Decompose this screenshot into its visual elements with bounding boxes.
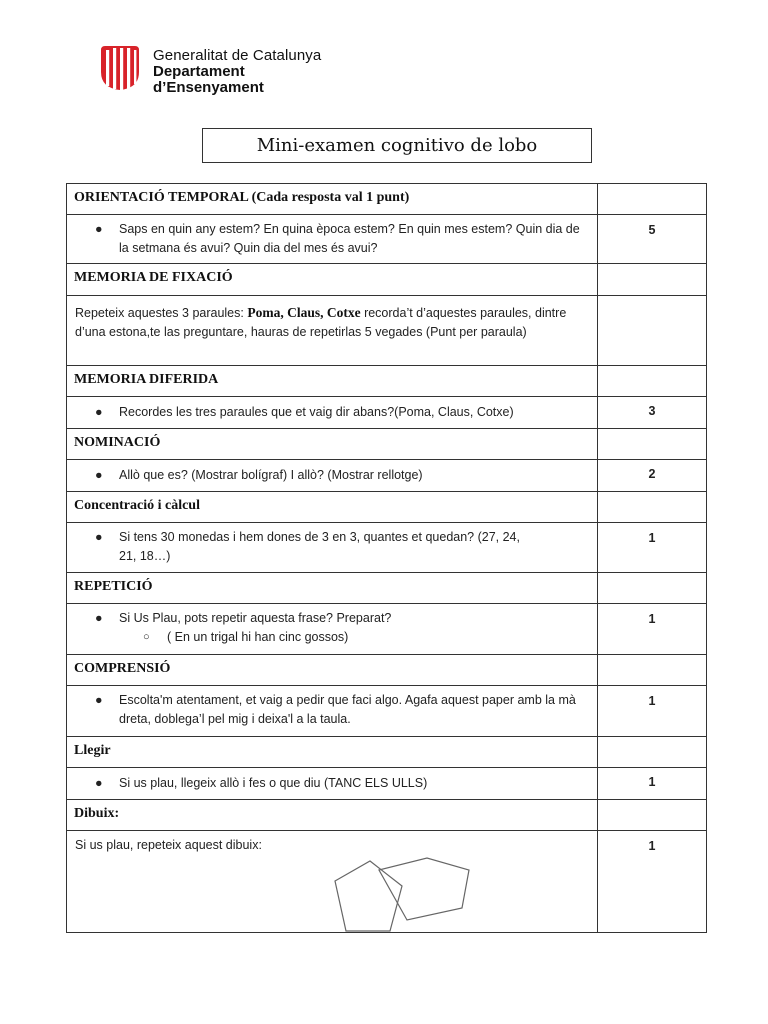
section-header-row xyxy=(67,429,707,460)
score-cell-empty xyxy=(598,737,707,768)
question-cell xyxy=(67,523,598,573)
generalitat-logo xyxy=(97,44,342,98)
section-heading-fixacio: MEMORIA DE FIXACIÓ xyxy=(74,270,233,285)
section-heading-cell xyxy=(67,737,598,768)
section-heading-comprensio: COMPRENSIÓ xyxy=(74,661,171,676)
question-item xyxy=(67,686,597,729)
bullet-icon: ● xyxy=(95,530,103,544)
question-row xyxy=(67,215,707,264)
section-header-row xyxy=(67,800,707,831)
catalan-flag-emblem-icon xyxy=(97,44,143,92)
section-header-row xyxy=(67,366,707,397)
question-row xyxy=(67,397,707,429)
score-value: 1 xyxy=(648,839,656,853)
section-heading-diferida: MEMORIA DIFERIDA xyxy=(74,372,219,387)
section-heading-cell xyxy=(67,184,598,215)
section-heading-cell xyxy=(67,573,598,604)
score-cell-empty xyxy=(598,800,707,831)
question-cell xyxy=(67,215,598,264)
logo-line-ensenyament: d’Ensenyament xyxy=(153,79,264,96)
question-text: Si tens 30 monedas i hem dones de 3 en 3, quantes et quedan? (27, 24, 21, 18…) xyxy=(119,530,520,563)
question-text: Si us plau, llegeix allò i fes o que diu (TANC ELS ULLS) xyxy=(119,776,428,790)
logo-text xyxy=(153,48,321,96)
question-cell xyxy=(67,686,598,737)
section-heading-cell xyxy=(67,655,598,686)
score-cell xyxy=(598,686,707,737)
score-cell xyxy=(598,460,707,492)
section-heading-cell xyxy=(67,429,598,460)
question-item xyxy=(67,768,597,793)
question-row xyxy=(67,296,707,366)
section-heading-cell xyxy=(67,366,598,397)
bullet-icon: ● xyxy=(95,405,103,419)
logo-line-department: Departament xyxy=(153,63,245,80)
section-heading-orientacio: ORIENTACIÓ TEMPORAL (Cada resposta val 1 punt) xyxy=(74,190,410,205)
section-heading-llegir: Llegir xyxy=(74,743,111,758)
question-item xyxy=(67,523,597,566)
score-cell-empty xyxy=(598,655,707,686)
interlocking-pentagons-drawing xyxy=(332,853,482,933)
question-item xyxy=(67,460,597,485)
score-cell xyxy=(598,768,707,800)
section-heading-cell xyxy=(67,492,598,523)
section-header-row xyxy=(67,184,707,215)
question-cell xyxy=(67,460,598,492)
score-value: 5 xyxy=(648,223,656,237)
score-cell-empty xyxy=(598,264,707,296)
question-row xyxy=(67,460,707,492)
phrase-to-repeat: ( En un trigal hi han cinc gossos) xyxy=(167,630,349,644)
question-row xyxy=(67,768,707,800)
section-header-row xyxy=(67,492,707,523)
score-value: 1 xyxy=(648,612,656,626)
score-value: 1 xyxy=(648,694,656,708)
bullet-icon: ● xyxy=(95,222,103,236)
question-cell xyxy=(67,296,598,366)
bullet-icon: ● xyxy=(95,693,103,707)
section-heading-cell xyxy=(67,800,598,831)
hollow-bullet-icon: ○ xyxy=(143,631,150,643)
section-header-row xyxy=(67,573,707,604)
question-cell xyxy=(67,768,598,800)
score-value: 3 xyxy=(648,404,656,418)
score-cell xyxy=(598,215,707,264)
score-cell xyxy=(598,523,707,573)
bullet-icon: ● xyxy=(95,776,103,790)
score-cell xyxy=(598,604,707,655)
question-text-after: recorda’t d’aquestes paraules, dintre d’una estona,te las preguntare, hauras de repetirlas 5 vegades (Punt per paraula) xyxy=(75,306,567,339)
question-cell xyxy=(67,397,598,429)
section-heading-dibuix: Dibuix: xyxy=(74,806,120,821)
score-value: 1 xyxy=(648,775,656,789)
document-title: Mini-examen cognitivo de lobo xyxy=(202,128,592,163)
question-text-before: Repeteix aquestes 3 paraules: xyxy=(75,306,248,320)
section-header-row xyxy=(67,655,707,686)
question-text: Saps en quin any estem? En quina època estem? En quin mes estem? Quin dia de la setmana és avui? Quin dia del mes és avui? xyxy=(119,222,580,255)
section-header-row xyxy=(67,737,707,768)
section-heading-cell xyxy=(67,264,598,296)
question-item xyxy=(67,215,597,258)
question-text: Si us plau, repeteix aquest dibuix: xyxy=(75,838,262,852)
score-cell-empty xyxy=(598,184,707,215)
score-cell-empty xyxy=(598,366,707,397)
score-cell-empty xyxy=(598,429,707,460)
section-heading-nominacio: NOMINACIÓ xyxy=(74,435,161,450)
question-row xyxy=(67,523,707,573)
question-row xyxy=(67,686,707,737)
question-text: Recordes les tres paraules que et vaig dir abans?(Poma, Claus, Cotxe) xyxy=(119,405,514,419)
section-heading-repeticio: REPETICIÓ xyxy=(74,579,153,594)
question-row xyxy=(67,604,707,655)
score-cell xyxy=(598,397,707,429)
score-cell-empty xyxy=(598,492,707,523)
question-text: Escolta'm atentament, et vaig a pedir que faci algo. Agafa aquest paper amb la mà dreta, doblega’l pel mig i deixa'l a la taula. xyxy=(119,693,576,726)
question-item xyxy=(67,397,597,422)
question-cell xyxy=(67,604,598,655)
question-text: Si Us Plau, pots repetir aquesta frase? Preparat? xyxy=(119,611,392,625)
bullet-icon: ● xyxy=(95,611,103,625)
question-text: Allò que es? (Mostrar bolígraf) I allò? (Mostrar rellotge) xyxy=(119,468,423,482)
words-to-remember: Poma, Claus, Cotxe xyxy=(247,305,361,320)
question-row xyxy=(67,831,707,933)
question-item xyxy=(67,604,597,628)
exam-table xyxy=(66,183,707,933)
score-cell-empty xyxy=(598,573,707,604)
section-heading-concentracio: Concentració i càlcul xyxy=(74,498,200,513)
bullet-icon: ● xyxy=(95,468,103,482)
score-cell-empty xyxy=(598,296,707,366)
logo-line-generalitat: Generalitat de Catalunya xyxy=(153,47,322,64)
score-value: 2 xyxy=(648,467,656,481)
section-header-row xyxy=(67,264,707,296)
score-value: 1 xyxy=(648,531,656,545)
question-subitem xyxy=(67,628,597,647)
question-item xyxy=(67,296,597,342)
question-cell xyxy=(67,831,598,933)
score-cell xyxy=(598,831,707,933)
